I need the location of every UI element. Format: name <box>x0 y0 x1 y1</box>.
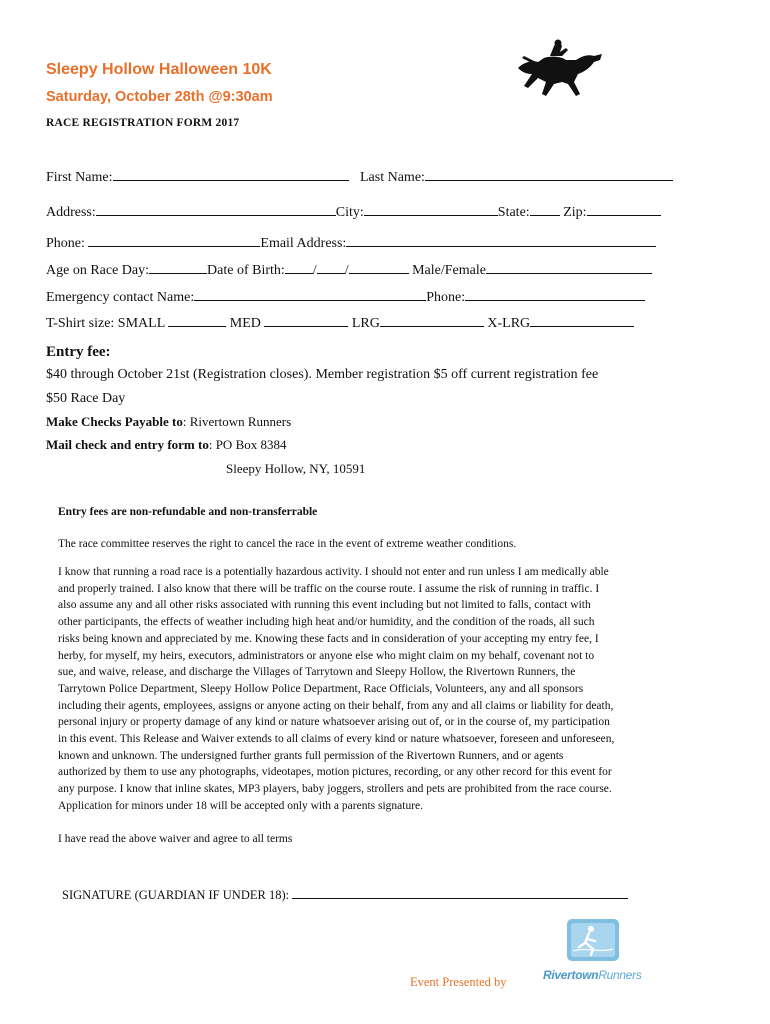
tshirt-row <box>46 312 634 332</box>
horse-rider-icon <box>510 38 610 108</box>
form-title: RACE REGISTRATION FORM 2017 <box>46 117 240 129</box>
med-label: MED <box>229 316 261 331</box>
state-label: State: <box>497 205 530 220</box>
waiver-line: Application for minors under 18 will be accepted only with a parents signature. <box>58 799 424 812</box>
emergency-row <box>46 286 645 306</box>
age-field[interactable] <box>149 259 207 274</box>
phone-label: Phone: <box>46 236 89 251</box>
name-row <box>46 166 673 186</box>
last-name-field[interactable] <box>425 166 673 181</box>
dob-label: Date of Birth: <box>207 263 285 278</box>
mail-to <box>46 437 287 453</box>
email-field[interactable] <box>346 232 656 247</box>
zip-field[interactable] <box>587 201 661 216</box>
dob-slash: / <box>312 263 317 278</box>
fee-line-1: $40 through October 21st (Registration closes). Member registration $5 off current registration fee <box>46 367 599 382</box>
gender-field[interactable] <box>486 259 652 274</box>
waiver-line: I know that running a road race is a potentially hazardous activity. I should not enter and run unless I am medically able <box>58 566 609 578</box>
address-field[interactable] <box>96 201 336 216</box>
address-row <box>46 201 661 221</box>
email-label: Email Address: <box>260 236 347 251</box>
mail-city: Sleepy Hollow, NY, 10591 <box>226 461 366 476</box>
city-field[interactable] <box>364 201 498 216</box>
checks-value: : Rivertown Runners <box>182 414 292 429</box>
emergency-name-field[interactable] <box>194 286 426 301</box>
waiver-line: known and unknown. The undersigned further grants full permission of the Rivertown Runners, and or agents <box>58 749 564 762</box>
age-label: Age on Race Day: <box>46 263 150 278</box>
checks-payable <box>46 414 291 430</box>
age-row <box>46 259 652 279</box>
gender-label: Male/Female <box>412 263 486 278</box>
dob-slash: / <box>344 263 349 278</box>
fee-line-2: $50 Race Day <box>46 391 126 406</box>
waiver-text <box>58 564 673 815</box>
waiver-line: and properly trained. I also know that there will be traffic on the course route. I assume the risk of running in traffic. I <box>58 582 600 595</box>
address-label: Address: <box>46 205 96 220</box>
lrg-field[interactable] <box>380 312 484 327</box>
rivertown-runners-logo <box>543 968 642 982</box>
waiver-line: personal injury or property damage of any kind or nature whatsoever arising out of, or in the course of, my participation <box>58 716 610 729</box>
waiver-line: in this event. This Release and Waiver extends to all claims of every kind or nature whatsoever, foreseen and unforeseen, <box>58 733 615 746</box>
last-name-label: Last Name: <box>360 170 425 185</box>
entry-fee-heading: Entry fee: <box>46 344 111 360</box>
race-date: Saturday, October 28th @9:30am <box>46 89 273 105</box>
signature-row <box>62 886 628 903</box>
first-name-field[interactable] <box>113 166 349 181</box>
waiver-line: any purpose. I know that inline skates, MP3 players, baby joggers, strollers and pets are prohibited from the race course. <box>58 783 612 796</box>
xlrg-label: X-LRG <box>487 316 531 331</box>
logo-text-runners: Runners <box>598 968 642 982</box>
waiver-line: other participants, the effects of weather including high heat and/or humidity, and the condition of the roads, all such <box>58 616 595 629</box>
checks-label: Make Checks Payable to <box>46 414 183 429</box>
xlrg-field[interactable] <box>530 312 634 327</box>
waiver-line: authorized by them to use any photographs, videotapes, motion pictures, recording, or any other record for this event for <box>58 766 612 779</box>
city-label: City: <box>335 205 364 220</box>
waiver-line: Tarrytown Police Department, Sleepy Hollow Police Department, Race Officials, Volunteers, any and all sponsors <box>58 682 584 695</box>
logo-text-rivertown: Rivertown <box>543 968 599 982</box>
waiver-line: sue, and waive, release, and discharge the Villages of Tarrytown and Sleepy Hollow, the Rivertown Runners, the <box>58 666 576 679</box>
dob-day-field[interactable] <box>317 259 345 274</box>
tshirt-label: T-Shirt size: SMALL <box>46 316 165 331</box>
waiver-line: herby, for myself, my heirs, executors, administrators or anyone else who might claim on my behalf, covenant not to <box>58 649 595 662</box>
med-field[interactable] <box>264 312 348 327</box>
emergency-label: Emergency contact Name: <box>46 290 195 305</box>
signature-label: SIGNATURE (GUARDIAN IF UNDER 18): <box>62 888 293 902</box>
mail-label: Mail check and entry form to <box>46 437 209 452</box>
zip-label: Zip: <box>563 205 587 220</box>
race-title: Sleepy Hollow Halloween 10K <box>46 61 272 78</box>
signature-field[interactable] <box>292 886 628 899</box>
phone-field[interactable] <box>88 232 260 247</box>
presented-by: Event Presented by <box>410 975 507 989</box>
agree-statement: I have read the above waiver and agree to all terms <box>58 833 293 845</box>
first-name-label: First Name: <box>46 170 113 185</box>
waiver-line: including their agents, employees, assigns or anyone acting on their behalf, from any and all claims or liability for death, <box>58 699 614 712</box>
runner-logo-icon <box>565 917 621 963</box>
cancel-note: The race committee reserves the right to cancel the race in the event of extreme weather conditions. <box>58 538 517 550</box>
phone-row <box>46 232 656 252</box>
emergency-phone-label: Phone: <box>426 290 466 305</box>
small-field[interactable] <box>168 312 226 327</box>
state-field[interactable] <box>530 201 560 216</box>
mail-value: : PO Box 8384 <box>208 437 287 452</box>
nonrefundable-note: Entry fees are non-refundable and non-transferrable <box>58 506 318 518</box>
dob-year-field[interactable] <box>349 259 409 274</box>
waiver-line: also assume any and all other risks associated with running this event including but not limited to falls, contact with <box>58 599 591 612</box>
emergency-phone-field[interactable] <box>465 286 645 301</box>
dob-month-field[interactable] <box>285 259 313 274</box>
waiver-line: risks being known and appreciated by me. Knowing these facts and in consideration of your accepting my entry fee, I <box>58 632 599 645</box>
lrg-label: LRG <box>351 316 380 331</box>
